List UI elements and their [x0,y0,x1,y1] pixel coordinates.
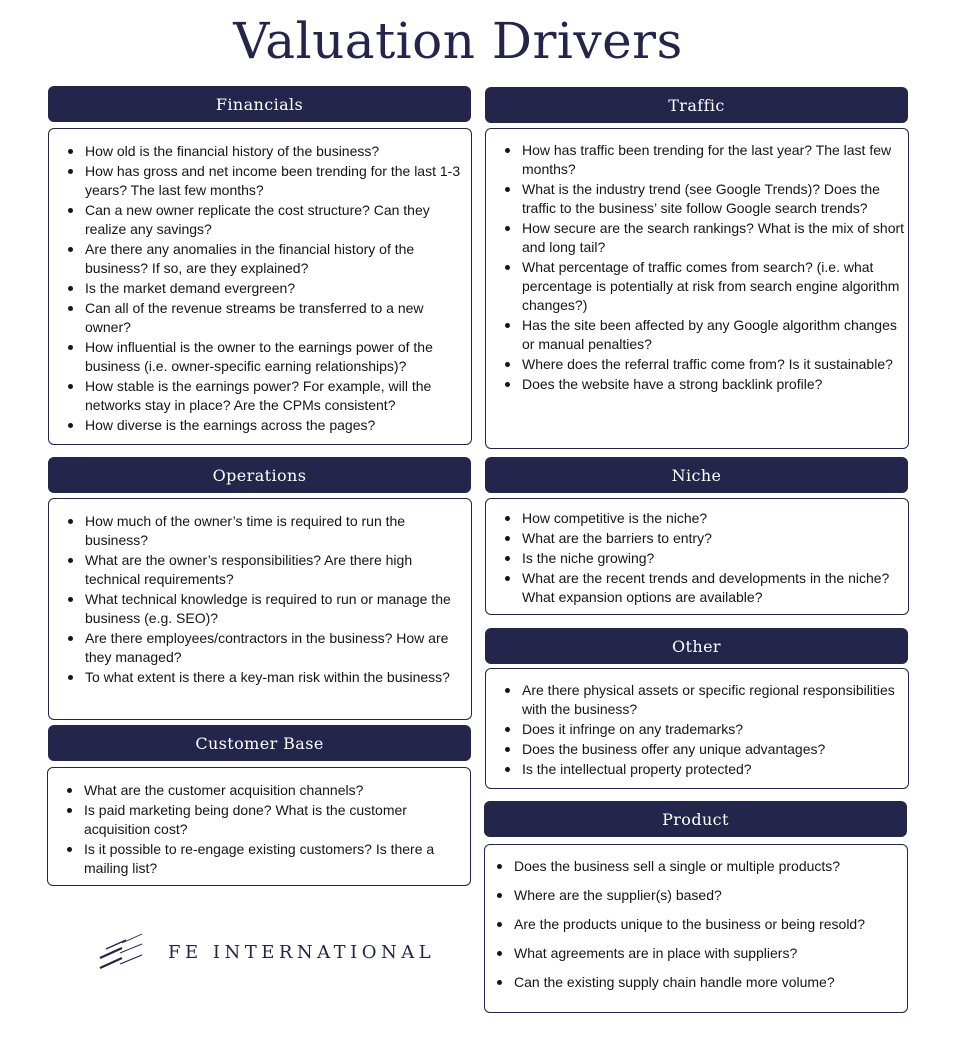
list-item: Are there employees/contractors in the business? How are they managed? [85,629,471,667]
niche-header: Niche [485,457,908,493]
list-item: Is it possible to re-engage existing customers? Is there a mailing list? [84,840,470,878]
operations-header: Operations [48,457,471,493]
list-item: Are there physical assets or specific regional responsibilities with the business? [522,681,908,719]
operations-list [49,512,471,687]
list-item: What are the barriers to entry? [522,529,908,548]
product-box [484,844,908,1013]
list-item: How stable is the earnings power? For example, will the networks stay in place? Are the CPMs consistent? [85,377,471,415]
list-item: Does the business offer any unique advantages? [522,740,908,759]
list-item: Does the business sell a single or multiple products? [514,857,907,876]
list-item: What agreements are in place with suppliers? [514,944,907,963]
financials-header: Financials [48,86,471,122]
logo-text: FE INTERNATIONAL [168,941,436,963]
list-item: Where are the supplier(s) based? [514,886,907,905]
list-item: Does it infringe on any trademarks? [522,720,908,739]
traffic-header: Traffic [485,87,908,123]
niche-box [485,498,909,615]
list-item: What is the industry trend (see Google Trends)? Does the traffic to the business’ site follow Google search trends? [522,180,908,218]
list-item: How much of the owner’s time is required to run the business? [85,512,471,550]
list-item: Are the products unique to the business or being resold? [514,915,907,934]
list-item: Where does the referral traffic come from? Is it sustainable? [522,355,908,374]
fe-international-logo [98,932,435,972]
fe-logo-mark-icon [98,932,144,972]
list-item: How has traffic been trending for the last year? The last few months? [522,141,908,179]
list-item: What are the recent trends and developments in the niche? What expansion options are available? [522,569,908,607]
traffic-box [485,128,909,449]
list-item: What are the owner’s responsibilities? Are there high technical requirements? [85,551,471,589]
traffic-list [486,141,908,394]
list-item: Can a new owner replicate the cost structure? Can they realize any savings? [85,201,471,239]
financials-list [49,142,471,435]
other-header: Other [485,628,908,664]
financials-box [48,128,472,445]
list-item: To what extent is there a key-man risk within the business? [85,668,471,687]
page-title: Valuation Drivers [233,12,683,70]
list-item: How competitive is the niche? [522,509,908,528]
operations-box [48,498,472,720]
list-item: Is the niche growing? [522,549,908,568]
niche-list [486,509,908,607]
other-list [486,681,908,779]
list-item: Is paid marketing being done? What is the customer acquisition cost? [84,801,470,839]
list-item: How has gross and net income been trending for the last 1-3 years? The last few months? [85,162,471,200]
customer-base-list [48,781,470,878]
list-item: What percentage of traffic comes from search? (i.e. what percentage is potentially at risk from search engine algorithm changes?) [522,258,908,315]
customer-base-header: Customer Base [48,725,471,761]
list-item: How secure are the search rankings? What is the mix of short and long tail? [522,219,908,257]
list-item: Is the market demand evergreen? [85,279,471,298]
customer-base-box [47,767,471,886]
list-item: What technical knowledge is required to run or manage the business (e.g. SEO)? [85,590,471,628]
list-item: Does the website have a strong backlink profile? [522,375,908,394]
product-header: Product [484,801,907,837]
list-item: How diverse is the earnings across the pages? [85,416,471,435]
other-box [485,668,909,789]
list-item: How old is the financial history of the business? [85,142,471,161]
list-item: Are there any anomalies in the financial history of the business? If so, are they explained? [85,240,471,278]
list-item: Can all of the revenue streams be transferred to a new owner? [85,299,471,337]
list-item: How influential is the owner to the earnings power of the business (i.e. owner-specific earning relationships)? [85,338,471,376]
list-item: What are the customer acquisition channels? [84,781,470,800]
list-item: Can the existing supply chain handle more volume? [514,973,907,992]
list-item: Is the intellectual property protected? [522,760,908,779]
list-item: Has the site been affected by any Google algorithm changes or manual penalties? [522,316,908,354]
product-list [485,857,907,992]
